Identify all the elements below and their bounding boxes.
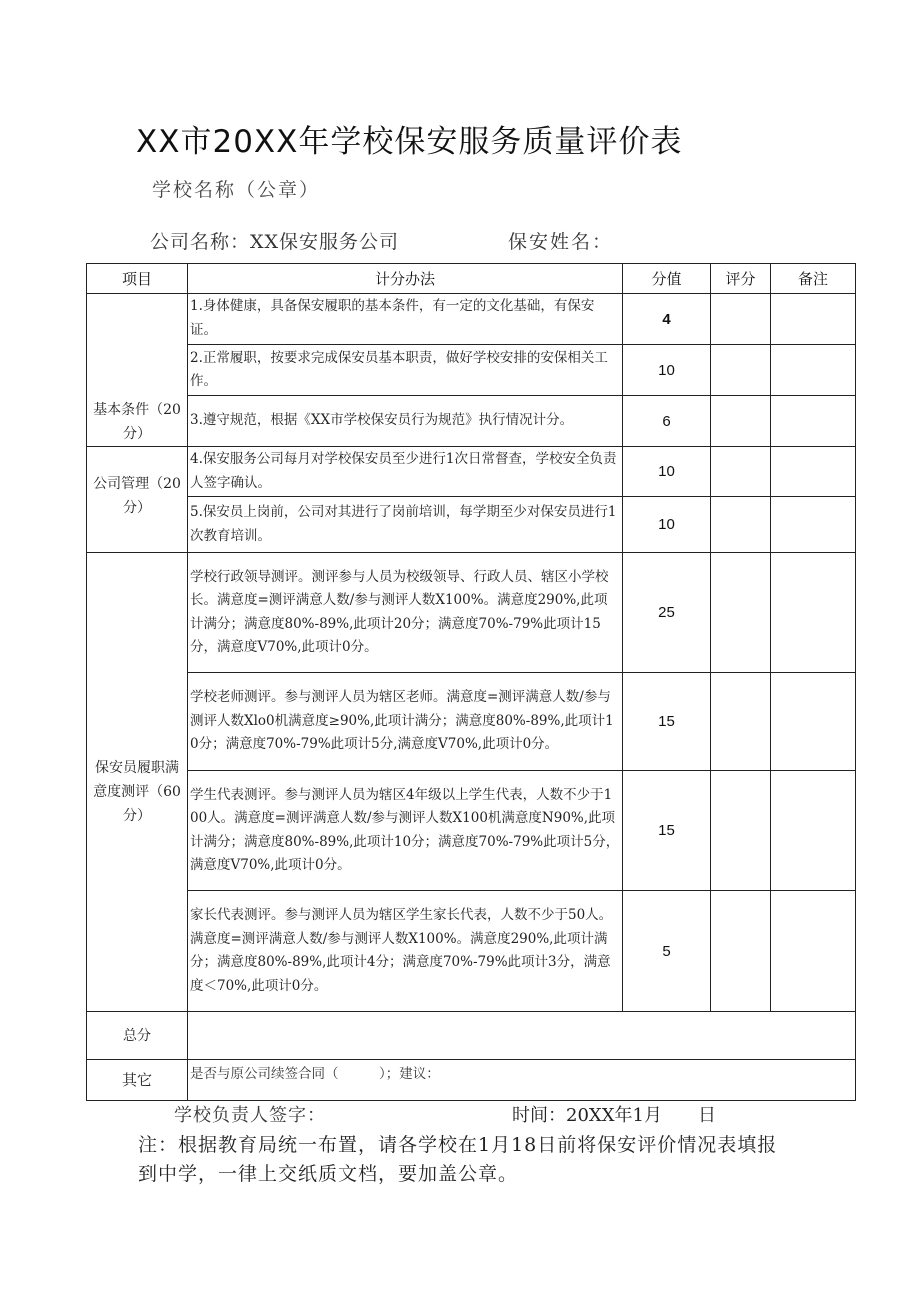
score-cell: 15	[623, 771, 711, 891]
score-cell: 25	[623, 553, 711, 673]
remarks-cell[interactable]	[771, 396, 856, 447]
rating-cell[interactable]	[711, 891, 771, 1012]
method-cell: 2.正常履职，按要求完成保安员基本职责，做好学校安排的安保相关工作。	[188, 345, 623, 396]
remarks-cell[interactable]	[771, 294, 856, 345]
company-name-label: 公司名称：XX保安服务公司	[150, 231, 400, 253]
category-basic	[87, 294, 188, 447]
time-label: 时间：20XX年1月 日	[512, 1105, 716, 1126]
signature-label: 学校负责人签字：	[174, 1105, 326, 1126]
method-cell: 学校老师测评。参与测评人员为辖区老师。满意度=测评满意人数/参与测评人数Xlo0机满意度≥90%,此项计满分；满意度80%-89%,此项计10分；满意度70%-79%此项计5分,满意度V70%,此项计0分。	[188, 673, 623, 771]
method-cell: 学生代表测评。参与测评人员为辖区4年级以上学生代表，人数不少于100人。满意度=测评满意人数/参与测评人数X100机满意度N90%,此项计满分；满意度80%-89%,此项计10分；满意度70%-79%此项计5分，满意度V70%,此项计0分。	[188, 771, 623, 891]
rating-cell[interactable]	[711, 673, 771, 771]
rating-cell[interactable]	[711, 771, 771, 891]
method-cell: 5.保安员上岗前，公司对其进行了岗前培训，每学期至少对保安员进行1次教育培训。	[188, 497, 623, 553]
remarks-cell[interactable]	[771, 771, 856, 891]
remarks-cell[interactable]	[771, 497, 856, 553]
table-row	[87, 447, 856, 497]
table-row	[87, 673, 856, 771]
score-cell: 10	[623, 497, 711, 553]
header-remarks: 备注	[771, 264, 856, 294]
method-cell: 家长代表测评。参与测评人员为辖区学生家长代表，人数不少于50人。满意度=测评满意人数/参与测评人数X100%。满意度290%,此项计满分；满意度80%-89%,此项计4分；满意度70%-79%此项计3分，满意度＜70%,此项计0分。	[188, 891, 623, 1012]
category-company	[87, 447, 188, 553]
rating-cell[interactable]	[711, 497, 771, 553]
table-row	[87, 771, 856, 891]
remarks-cell[interactable]	[771, 891, 856, 1012]
category-satisfaction	[87, 553, 188, 1012]
rating-cell[interactable]	[711, 396, 771, 447]
method-cell: 3.遵守规范，根据《XX市学校保安员行为规范》执行情况计分。	[188, 396, 623, 447]
method-cell: 1.身体健康，具备保安履职的基本条件，有一定的文化基础，有保安证。	[188, 294, 623, 345]
header-item: 项目	[87, 264, 188, 294]
table-row	[87, 891, 856, 1012]
score-cell: 4	[623, 294, 711, 345]
other-label: 其它	[87, 1060, 188, 1101]
table-row	[87, 497, 856, 553]
score-cell: 6	[623, 396, 711, 447]
rating-cell[interactable]	[711, 447, 771, 497]
category-basic-label: 基本条件（20分）	[93, 402, 181, 442]
table-header-row	[87, 264, 856, 294]
note-line-2: 到中学，一律上交纸质文档，要加盖公章。	[138, 1163, 519, 1185]
rating-cell[interactable]	[711, 345, 771, 396]
remarks-cell[interactable]	[771, 345, 856, 396]
total-row	[87, 1012, 856, 1060]
score-cell: 10	[623, 447, 711, 497]
table-row	[87, 294, 856, 345]
category-satisfaction-label: 保安员履职满意度测评（60分）	[93, 760, 181, 825]
remarks-cell[interactable]	[771, 673, 856, 771]
school-name-label: 学校名称（公章）	[152, 179, 321, 201]
total-value-cell[interactable]	[188, 1012, 856, 1060]
method-cell: 学校行政领导测评。测评参与人员为校级领导、行政人员、辖区小学校长。满意度=测评满意人数/参与测评人数X100%。满意度290%,此项计满分；满意度80%-89%,此项计20分；满意度70%-79%此项计15分，满意度V70%,此项计0分。	[188, 553, 623, 673]
table-row	[87, 345, 856, 396]
remarks-cell[interactable]	[771, 553, 856, 673]
guard-name-label: 保安姓名：	[508, 231, 614, 253]
other-row	[87, 1060, 856, 1101]
other-contract-text[interactable]: 是否与原公司续签合同（ ）；建议：	[188, 1060, 856, 1101]
table-row	[87, 396, 856, 447]
table-row	[87, 553, 856, 673]
rating-cell[interactable]	[711, 294, 771, 345]
remarks-cell[interactable]	[771, 447, 856, 497]
method-cell: 4.保安服务公司每月对学校保安员至少进行1次日常督查，学校安全负责人签字确认。	[188, 447, 623, 497]
evaluation-table	[86, 263, 856, 1101]
header-value: 分值	[623, 264, 711, 294]
header-rating: 评分	[711, 264, 771, 294]
note-line-1: 注：根据教育局统一布置，请各学校在1月18日前将保安评价情况表填报	[138, 1134, 778, 1156]
score-cell: 5	[623, 891, 711, 1012]
score-cell: 15	[623, 673, 711, 771]
rating-cell[interactable]	[711, 553, 771, 673]
score-cell: 10	[623, 345, 711, 396]
header-method: 计分办法	[188, 264, 623, 294]
page-title: XX市20XX年学校保安服务质量评价表	[136, 124, 683, 160]
category-company-label: 公司管理（20分）	[93, 475, 181, 516]
total-label: 总分	[87, 1012, 188, 1060]
